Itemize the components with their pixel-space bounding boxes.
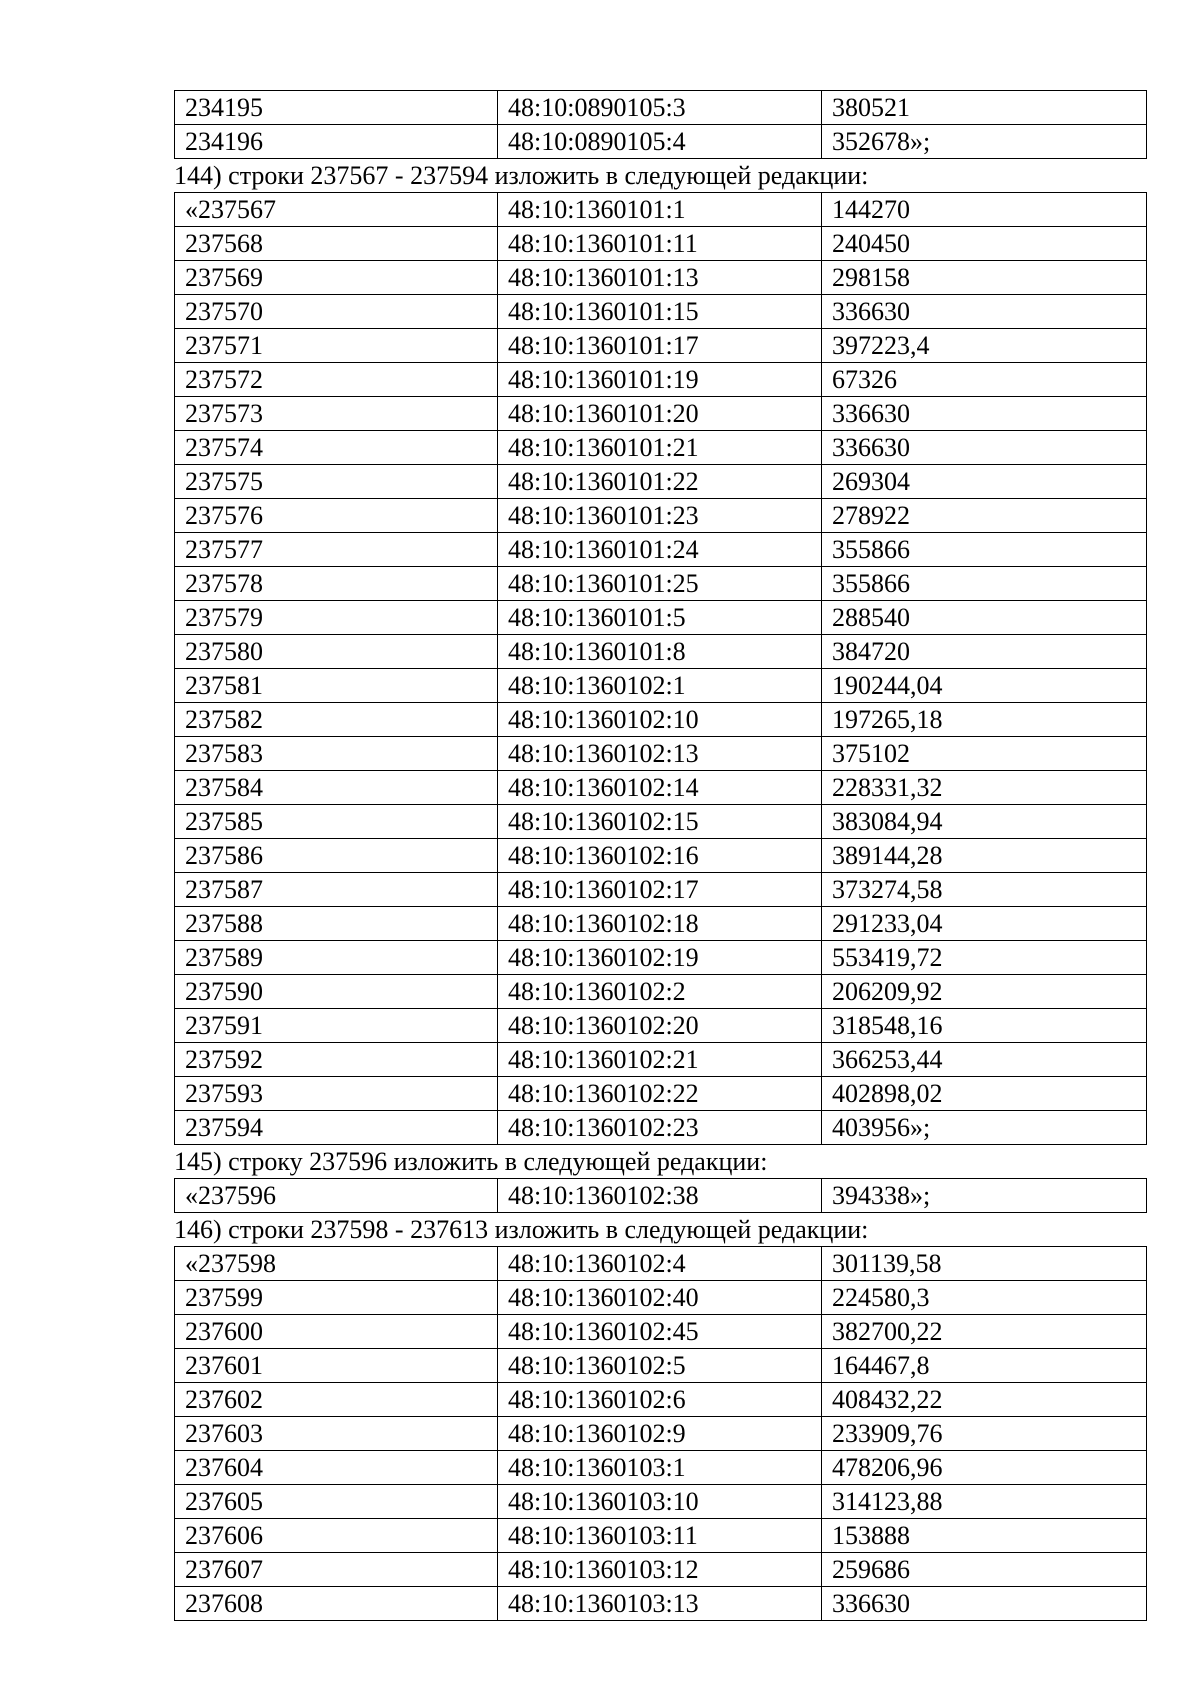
cadastral-number-cell: 48:10:1360102:22 — [498, 1077, 822, 1111]
row-number-cell: 237600 — [175, 1315, 498, 1349]
row-number-cell: 237605 — [175, 1485, 498, 1519]
value-cell: 553419,72 — [822, 941, 1147, 975]
table-row — [175, 227, 1147, 261]
row-number-cell: 237577 — [175, 533, 498, 567]
row-number-cell: 237588 — [175, 907, 498, 941]
value-cell: 336630 — [822, 1587, 1147, 1621]
table-row — [175, 1077, 1147, 1111]
row-number-cell: 237607 — [175, 1553, 498, 1587]
cadastral-number-cell: 48:10:1360101:19 — [498, 363, 822, 397]
cadastral-number-cell: 48:10:1360102:21 — [498, 1043, 822, 1077]
value-cell: 228331,32 — [822, 771, 1147, 805]
value-cell: 318548,16 — [822, 1009, 1147, 1043]
table-row — [175, 1247, 1147, 1281]
data-table — [174, 1178, 1147, 1213]
value-cell: 301139,58 — [822, 1247, 1147, 1281]
value-cell: 278922 — [822, 499, 1147, 533]
cadastral-number-cell: 48:10:1360102:38 — [498, 1179, 822, 1213]
row-number-cell: 234196 — [175, 125, 498, 159]
row-number-cell: 237594 — [175, 1111, 498, 1145]
cadastral-number-cell: 48:10:1360102:18 — [498, 907, 822, 941]
row-number-cell: 237606 — [175, 1519, 498, 1553]
table-row — [175, 1485, 1147, 1519]
value-cell: 67326 — [822, 363, 1147, 397]
row-number-cell: 237599 — [175, 1281, 498, 1315]
table-row — [175, 1383, 1147, 1417]
value-cell: 366253,44 — [822, 1043, 1147, 1077]
section-heading: 144) строки 237567 - 237594 изложить в следующей редакции: — [174, 161, 869, 190]
row-number-cell: 237571 — [175, 329, 498, 363]
table-row — [175, 941, 1147, 975]
cadastral-number-cell: 48:10:1360103:12 — [498, 1553, 822, 1587]
table-row — [175, 1281, 1147, 1315]
value-cell: 259686 — [822, 1553, 1147, 1587]
value-cell: 153888 — [822, 1519, 1147, 1553]
cadastral-number-cell: 48:10:1360102:10 — [498, 703, 822, 737]
table-row — [175, 1043, 1147, 1077]
row-number-cell: 237584 — [175, 771, 498, 805]
table-row — [175, 397, 1147, 431]
table-row — [175, 635, 1147, 669]
value-cell: 314123,88 — [822, 1485, 1147, 1519]
table-row — [175, 533, 1147, 567]
row-number-cell: 237573 — [175, 397, 498, 431]
row-number-cell: 237587 — [175, 873, 498, 907]
value-cell: 397223,4 — [822, 329, 1147, 363]
row-number-cell: 237583 — [175, 737, 498, 771]
cadastral-number-cell: 48:10:1360101:23 — [498, 499, 822, 533]
table-row — [175, 1111, 1147, 1145]
row-number-cell: 237591 — [175, 1009, 498, 1043]
cadastral-number-cell: 48:10:1360102:19 — [498, 941, 822, 975]
value-cell: 373274,58 — [822, 873, 1147, 907]
cadastral-number-cell: 48:10:1360101:11 — [498, 227, 822, 261]
table-row — [175, 125, 1147, 159]
value-cell: 224580,3 — [822, 1281, 1147, 1315]
value-cell: 298158 — [822, 261, 1147, 295]
row-number-cell: 237580 — [175, 635, 498, 669]
table-row — [175, 1349, 1147, 1383]
table-row — [175, 193, 1147, 227]
cadastral-number-cell: 48:10:1360102:16 — [498, 839, 822, 873]
section-heading: 145) строку 237596 изложить в следующей редакции: — [174, 1147, 768, 1176]
value-cell: 384720 — [822, 635, 1147, 669]
cadastral-number-cell: 48:10:1360102:9 — [498, 1417, 822, 1451]
value-cell: 355866 — [822, 533, 1147, 567]
table-row — [175, 805, 1147, 839]
table-row — [175, 261, 1147, 295]
value-cell: 197265,18 — [822, 703, 1147, 737]
row-number-cell: 237572 — [175, 363, 498, 397]
table-row — [175, 601, 1147, 635]
cadastral-number-cell: 48:10:1360102:45 — [498, 1315, 822, 1349]
cadastral-number-cell: 48:10:1360102:2 — [498, 975, 822, 1009]
cadastral-number-cell: 48:10:1360102:17 — [498, 873, 822, 907]
cadastral-number-cell: 48:10:1360102:13 — [498, 737, 822, 771]
row-number-cell: 237604 — [175, 1451, 498, 1485]
value-cell: 408432,22 — [822, 1383, 1147, 1417]
cadastral-number-cell: 48:10:1360101:5 — [498, 601, 822, 635]
cadastral-number-cell: 48:10:1360103:11 — [498, 1519, 822, 1553]
row-number-cell: 237608 — [175, 1587, 498, 1621]
document-page — [174, 90, 1146, 1621]
section-heading: 146) строки 237598 - 237613 изложить в следующей редакции: — [174, 1215, 869, 1244]
table-row — [175, 771, 1147, 805]
row-number-cell: 237574 — [175, 431, 498, 465]
cadastral-number-cell: 48:10:1360101:24 — [498, 533, 822, 567]
row-number-cell: 237590 — [175, 975, 498, 1009]
table-row — [175, 975, 1147, 1009]
row-number-cell: 237575 — [175, 465, 498, 499]
table-row — [175, 703, 1147, 737]
table-row — [175, 465, 1147, 499]
value-cell: 382700,22 — [822, 1315, 1147, 1349]
value-cell: 269304 — [822, 465, 1147, 499]
value-cell: 478206,96 — [822, 1451, 1147, 1485]
table-row — [175, 91, 1147, 125]
value-cell: 336630 — [822, 397, 1147, 431]
cadastral-number-cell: 48:10:1360101:22 — [498, 465, 822, 499]
row-number-cell: «237598 — [175, 1247, 498, 1281]
value-cell: 394338»; — [822, 1179, 1147, 1213]
cadastral-number-cell: 48:10:1360101:25 — [498, 567, 822, 601]
row-number-cell: 237602 — [175, 1383, 498, 1417]
table-row — [175, 737, 1147, 771]
row-number-cell: 234195 — [175, 91, 498, 125]
row-number-cell: 237593 — [175, 1077, 498, 1111]
cadastral-number-cell: 48:10:1360102:1 — [498, 669, 822, 703]
cadastral-number-cell: 48:10:1360102:4 — [498, 1247, 822, 1281]
table-row — [175, 363, 1147, 397]
cadastral-number-cell: 48:10:0890105:3 — [498, 91, 822, 125]
value-cell: 403956»; — [822, 1111, 1147, 1145]
value-cell: 355866 — [822, 567, 1147, 601]
value-cell: 233909,76 — [822, 1417, 1147, 1451]
value-cell: 240450 — [822, 227, 1147, 261]
cadastral-number-cell: 48:10:1360101:8 — [498, 635, 822, 669]
cadastral-number-cell: 48:10:1360101:20 — [498, 397, 822, 431]
cadastral-number-cell: 48:10:1360102:15 — [498, 805, 822, 839]
value-cell: 144270 — [822, 193, 1147, 227]
row-number-cell: 237578 — [175, 567, 498, 601]
cadastral-number-cell: 48:10:1360102:5 — [498, 1349, 822, 1383]
cadastral-number-cell: 48:10:1360103:10 — [498, 1485, 822, 1519]
data-table — [174, 90, 1147, 159]
value-cell: 402898,02 — [822, 1077, 1147, 1111]
table-row — [175, 295, 1147, 329]
table-row — [175, 1587, 1147, 1621]
table-row — [175, 499, 1147, 533]
cadastral-number-cell: 48:10:1360102:20 — [498, 1009, 822, 1043]
cadastral-number-cell: 48:10:1360101:15 — [498, 295, 822, 329]
value-cell: 291233,04 — [822, 907, 1147, 941]
row-number-cell: «237596 — [175, 1179, 498, 1213]
cadastral-number-cell: 48:10:1360103:1 — [498, 1451, 822, 1485]
cadastral-number-cell: 48:10:1360101:17 — [498, 329, 822, 363]
row-number-cell: 237601 — [175, 1349, 498, 1383]
table-row — [175, 329, 1147, 363]
row-number-cell: 237586 — [175, 839, 498, 873]
row-number-cell: 237603 — [175, 1417, 498, 1451]
row-number-cell: 237581 — [175, 669, 498, 703]
table-row — [175, 907, 1147, 941]
cadastral-number-cell: 48:10:1360103:13 — [498, 1587, 822, 1621]
cadastral-number-cell: 48:10:0890105:4 — [498, 125, 822, 159]
table-row — [175, 1179, 1147, 1213]
cadastral-number-cell: 48:10:1360101:21 — [498, 431, 822, 465]
value-cell: 336630 — [822, 431, 1147, 465]
table-row — [175, 1451, 1147, 1485]
row-number-cell: 237592 — [175, 1043, 498, 1077]
row-number-cell: 237576 — [175, 499, 498, 533]
value-cell: 336630 — [822, 295, 1147, 329]
value-cell: 352678»; — [822, 125, 1147, 159]
cadastral-number-cell: 48:10:1360101:1 — [498, 193, 822, 227]
table-row — [175, 567, 1147, 601]
table-row — [175, 431, 1147, 465]
table-row — [175, 1009, 1147, 1043]
value-cell: 383084,94 — [822, 805, 1147, 839]
table-row — [175, 839, 1147, 873]
value-cell: 375102 — [822, 737, 1147, 771]
table-row — [175, 873, 1147, 907]
table-row — [175, 1315, 1147, 1349]
cadastral-number-cell: 48:10:1360102:23 — [498, 1111, 822, 1145]
row-number-cell: 237589 — [175, 941, 498, 975]
cadastral-number-cell: 48:10:1360101:13 — [498, 261, 822, 295]
value-cell: 164467,8 — [822, 1349, 1147, 1383]
cadastral-number-cell: 48:10:1360102:14 — [498, 771, 822, 805]
value-cell: 380521 — [822, 91, 1147, 125]
row-number-cell: 237585 — [175, 805, 498, 839]
cadastral-number-cell: 48:10:1360102:40 — [498, 1281, 822, 1315]
cadastral-number-cell: 48:10:1360102:6 — [498, 1383, 822, 1417]
table-row — [175, 1553, 1147, 1587]
value-cell: 206209,92 — [822, 975, 1147, 1009]
row-number-cell: 237579 — [175, 601, 498, 635]
value-cell: 190244,04 — [822, 669, 1147, 703]
data-table — [174, 192, 1147, 1145]
table-row — [175, 1519, 1147, 1553]
value-cell: 389144,28 — [822, 839, 1147, 873]
row-number-cell: 237569 — [175, 261, 498, 295]
row-number-cell: 237582 — [175, 703, 498, 737]
value-cell: 288540 — [822, 601, 1147, 635]
row-number-cell: 237568 — [175, 227, 498, 261]
table-row — [175, 1417, 1147, 1451]
row-number-cell: 237570 — [175, 295, 498, 329]
data-table — [174, 1246, 1147, 1621]
row-number-cell: «237567 — [175, 193, 498, 227]
table-row — [175, 669, 1147, 703]
